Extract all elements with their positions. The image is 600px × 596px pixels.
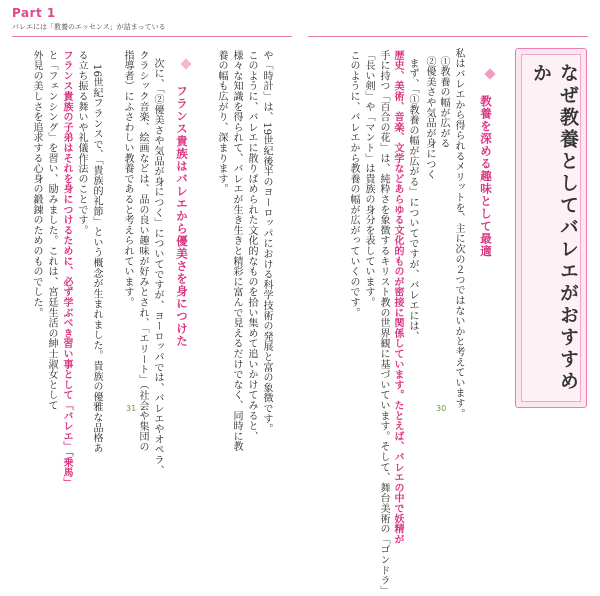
part-subtitle: バレエには「教養のエッセンス」が詰まっている — [12, 23, 166, 31]
paragraph-line: 指導者）にふさわしい教養であると考えられています。 — [122, 50, 133, 308]
paragraph-line-highlight: フランス貴族の子弟はそれを身につけるために、必ず学ぶべき習い事として「バレエ」「乗馬」 — [61, 50, 72, 488]
list-item: ①教養の幅が広がる — [438, 56, 449, 149]
paragraph-line: る立ち振る舞いや礼儀作法のことです。 — [76, 50, 87, 236]
list-item: ②優美さや気品が身につく — [424, 56, 435, 180]
header-rule-right — [308, 36, 588, 37]
paragraph-line: このように、バレエに散りばめられた文化的なものを拾い集めて追いかけてみると、 — [246, 50, 257, 442]
section-heading: 教養を深める趣味として最適 — [479, 95, 493, 258]
page-number: 31 — [126, 404, 137, 413]
paragraph-line-highlight: 歴史、美術、音楽、文学などあらゆる文化的ものが密接に関係しています。たとえば、バレエの中で妖精が — [392, 50, 403, 545]
paragraph-line: 「長い剣」や「マント」は貴族の身分を表しています。 — [363, 50, 374, 308]
paragraph-line: クラシック音楽、絵画などは、品の良い趣味が好みとされ、「エリート」（社会や集団の — [137, 50, 148, 452]
heading-ornament-icon — [180, 58, 191, 69]
paragraph-line: まず、「①教養の幅が広がる」についてですが、バレエには、 — [407, 58, 418, 342]
part-label: Part 1 — [12, 6, 56, 20]
page-number-right — [436, 404, 446, 413]
paragraph-line: と「フェンシング」を習い、励みました。これは、宮廷生活の紳士淑女として — [46, 50, 57, 411]
paragraph-line: 次に、「②優美さや気品が身につく」についてですが、ヨーロッパでは、バレエやオペラ、 — [152, 58, 163, 476]
paragraph-line: このように、バレエから教養の幅が広がっていくのです。 — [348, 50, 359, 318]
page-number: 30 — [436, 404, 447, 413]
paragraph-line: 外見の美しさを追求する心身の鍛錬のためのものでした。 — [31, 50, 42, 318]
paragraph-line: 手に持つ「百合の花」は、純粋さを象徴するキリスト教の世界観に基づいています。そして、舞台美術の「ゴンドラ」 — [378, 50, 389, 596]
title-box — [515, 48, 587, 408]
page-number-left — [126, 404, 136, 413]
paragraph-line: や「時計」は、19世紀後半のヨーロッパにおける科学技術の発展と富の象徴です。 — [261, 50, 272, 435]
heading-ornament-icon — [484, 68, 495, 79]
header-rule-left — [12, 36, 292, 37]
paragraph-line: 16世紀フランスで、「貴族的礼節」という概念が生まれました。貴族の優雅な品格あ — [91, 64, 102, 454]
intro-text: 私はバレエから得られるメリットを、主に次の２つではないかと考えています。 — [453, 48, 464, 419]
paragraph-line: 養の幅も広がり、深まります。 — [216, 50, 227, 195]
page-title: なぜ教養としてバレエがおすすめか — [530, 63, 579, 393]
paragraph-line: 様々な知識を得られて、バレエが生き生きと精彩に富んで見えるだけでなく、同時に教 — [231, 50, 242, 452]
section-heading: フランス貴族はバレエから優美さを身につけた — [175, 85, 189, 348]
